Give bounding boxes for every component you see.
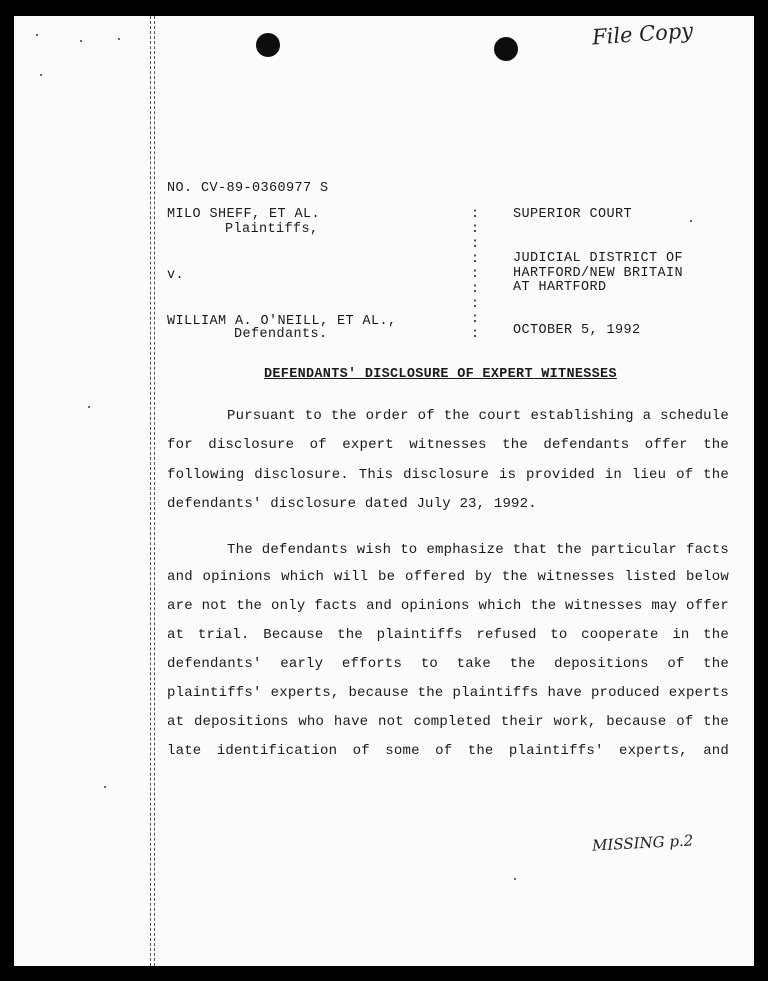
scan-speck: [514, 878, 516, 880]
caption-separator: :: [471, 282, 480, 297]
scan-speck: [88, 406, 90, 408]
paragraph-line: plaintiffs' experts, because the plaintiffs have produced experts: [167, 685, 729, 701]
caption-separator: :: [471, 237, 480, 252]
scan-speck: [40, 74, 42, 76]
scan-speck: [80, 40, 82, 42]
document-page: [14, 16, 754, 966]
court-name: SUPERIOR COURT: [513, 207, 633, 222]
defendant-role: Defendants.: [234, 327, 328, 342]
district-line-3: AT HARTFORD: [513, 280, 607, 295]
paragraph-line: at trial. Because the plaintiffs refused to cooperate in the: [167, 627, 729, 643]
caption-separator: :: [471, 297, 480, 312]
district-line-2: HARTFORD/NEW BRITAIN: [513, 266, 684, 281]
handwritten-missing-page-note: MISSING p.2: [591, 831, 694, 855]
docket-number: NO. CV-89-0360977 S: [167, 181, 329, 196]
paragraph-line: following disclosure. This disclosure is provided in lieu of the: [167, 467, 729, 483]
paragraph-line: defendants' early efforts to take the depositions of the: [167, 656, 729, 672]
paragraph-line: late identification of some of the plaintiffs' experts, and: [167, 743, 729, 759]
punch-hole-right: [494, 37, 518, 61]
district-line-1: JUDICIAL DISTRICT OF: [513, 251, 684, 266]
caption-separator: :: [471, 327, 480, 342]
plaintiff-name: MILO SHEFF, ET AL.: [167, 207, 321, 222]
plaintiff-role: Plaintiffs,: [225, 222, 319, 237]
caption-separator: :: [471, 252, 480, 267]
paragraph-line: defendants' disclosure dated July 23, 1992.: [167, 496, 537, 512]
caption-separator: :: [471, 207, 480, 222]
caption-separator: :: [471, 312, 480, 327]
scan-speck: [118, 38, 120, 40]
paragraph-line: Pursuant to the order of the court establishing a schedule: [227, 408, 729, 424]
paragraph-line: and opinions which will be offered by the witnesses listed below: [167, 569, 729, 585]
paragraph-line: at depositions who have not completed their work, because of the: [167, 714, 729, 730]
scan-speck: [104, 786, 106, 788]
caption-separator: :: [471, 222, 480, 237]
scan-speck: [36, 34, 38, 36]
defendant-name: WILLIAM A. O'NEILL, ET AL.,: [167, 314, 397, 329]
margin-rule-left: [150, 16, 151, 966]
punch-hole-left: [256, 33, 280, 57]
paragraph-line: are not the only facts and opinions which the witnesses may offer: [167, 598, 729, 614]
paragraph-line: The defendants wish to emphasize that the particular facts: [227, 542, 729, 558]
margin-rule-right: [154, 16, 155, 966]
scan-speck: [690, 220, 692, 222]
paragraph-line: for disclosure of expert witnesses the defendants offer the: [167, 437, 729, 453]
filing-date: OCTOBER 5, 1992: [513, 323, 641, 338]
handwritten-file-copy-note: File Copy: [591, 18, 694, 50]
document-title: DEFENDANTS' DISCLOSURE OF EXPERT WITNESSES: [264, 367, 617, 382]
versus: v.: [167, 268, 185, 283]
caption-separator: :: [471, 267, 480, 282]
